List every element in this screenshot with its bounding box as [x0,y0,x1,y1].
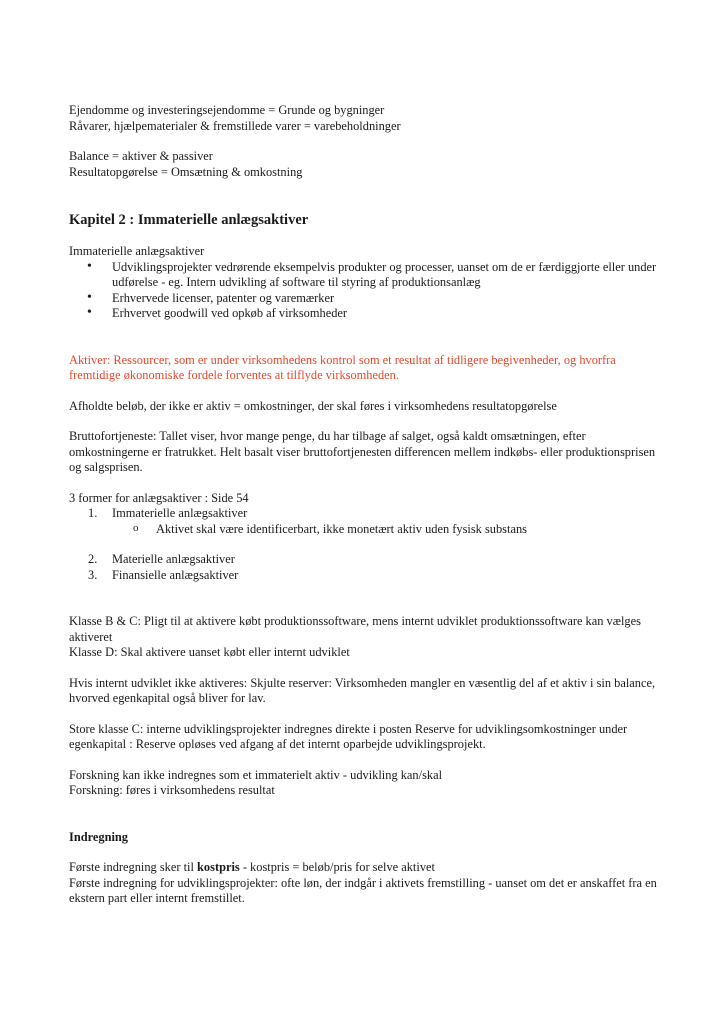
text-line: Ejendomme og investeringsejendomme = Grunde og bygninger [69,103,385,117]
text-line: Balance = aktiver & passiver [69,149,213,163]
list-item [69,552,659,568]
list-title: 3 former for anlægsaktiver : Side 54 [69,490,249,505]
sub-list [69,522,659,538]
paragraph: Bruttofortjeneste: Tallet viser, hvor mange penge, du har tilbage af salget, også kaldt omsætningen, efter omkostningerne er fratrukket. Helt basalt viser bruttofortjenesten differencen mellem indkøbs- eller produktionsprisen og salgsprisen. [69,429,656,474]
list-number: 2. [88,552,98,566]
paragraph: Klasse D: Skal aktivere uanset købt eller internt udviklet [69,645,350,659]
numbered-list [69,506,659,522]
document-body [69,103,659,907]
list-item-label: Finansielle anlægsaktiver [112,567,239,582]
sub-list-item: o Aktivet skal være identificerbart, ikke monetært aktiv uden fysisk substans [69,522,659,538]
list-item [69,506,659,522]
bullet-list [69,260,659,322]
text-line: Forskning: føres i virksomhedens resultat [69,783,275,797]
text-line: Råvarer, hjælpematerialer & fremstillede varer = varebeholdninger [69,118,401,133]
paragraph: Hvis internt udviklet ikke aktiveres: Skjulte reserver: Virksomheden mangler en væsentlig del af et aktiv i sin balance, hvorved egenkapital også bliver for lav. [69,675,656,705]
chapter-heading: Kapitel 2 : Immaterielle anlægsaktiver [69,212,309,228]
list-item: • Udviklingsprojekter vedrørende eksempelvis produkter og processer, uanset om de er færdiggjorte eller under udførelse - eg. Intern udvikling af software til styring af produktionsanlæg [69,260,659,291]
aktiver-definition: Aktiver: Ressourcer, som er under virksomhedens kontrol som et resultat af tidligere begivenheder, og hvorfra fremtidige økonomiske fordele forventes at tilflyde virksomheden. [69,352,616,382]
text-line: Forskning kan ikke indregnes som et immaterielt aktiv - udvikling kan/skal [69,767,443,782]
section-heading: Indregning [69,829,128,844]
list-number: 1. [88,506,98,520]
paragraph: Klasse B & C: Pligt til at aktivere købt produktionssoftware, mens internt udviklet produktionssoftware kan vælges aktiveret [69,614,641,644]
paragraph [69,860,659,876]
paragraph: Afholdte beløb, der ikke er aktiv = omkostninger, der skal føres i virksomhedens resultatopgørelse [69,398,557,413]
list-item: • Erhvervede licenser, patenter og varemærker [69,291,659,307]
paragraph: Store klasse C: interne udviklingsprojekter indregnes direkte i posten Reserve for udviklingsomkostninger under egenkapital : Reserve opløses ved afgang af det internt oparbejde udviklingsprojekt. [69,721,628,751]
text-line: Resultatopgørelse = Omsætning & omkostning [69,164,303,179]
text-run: Første indregning sker til [69,860,198,874]
list-item [69,568,659,584]
list-item: • Erhvervet goodwill ved opkøb af virksomheder [69,306,659,322]
list-item-label: Materielle anlægsaktiver [112,552,235,566]
list-item-label: Immaterielle anlægsaktiver [112,506,248,520]
paragraph: Første indregning for udviklingsprojekter: ofte løn, der indgår i aktivets fremstilling - uanset om det er anskaffet fra en ekstern part eller internt fremstillet. [69,875,657,905]
list-title: Immaterielle anlægsaktiver [69,244,205,258]
numbered-list-continued [69,552,659,583]
text-run: - kostpris = beløb/pris for selve aktivet [239,860,435,874]
bold-term: kostpris [197,860,240,874]
list-number: 3. [88,567,98,582]
